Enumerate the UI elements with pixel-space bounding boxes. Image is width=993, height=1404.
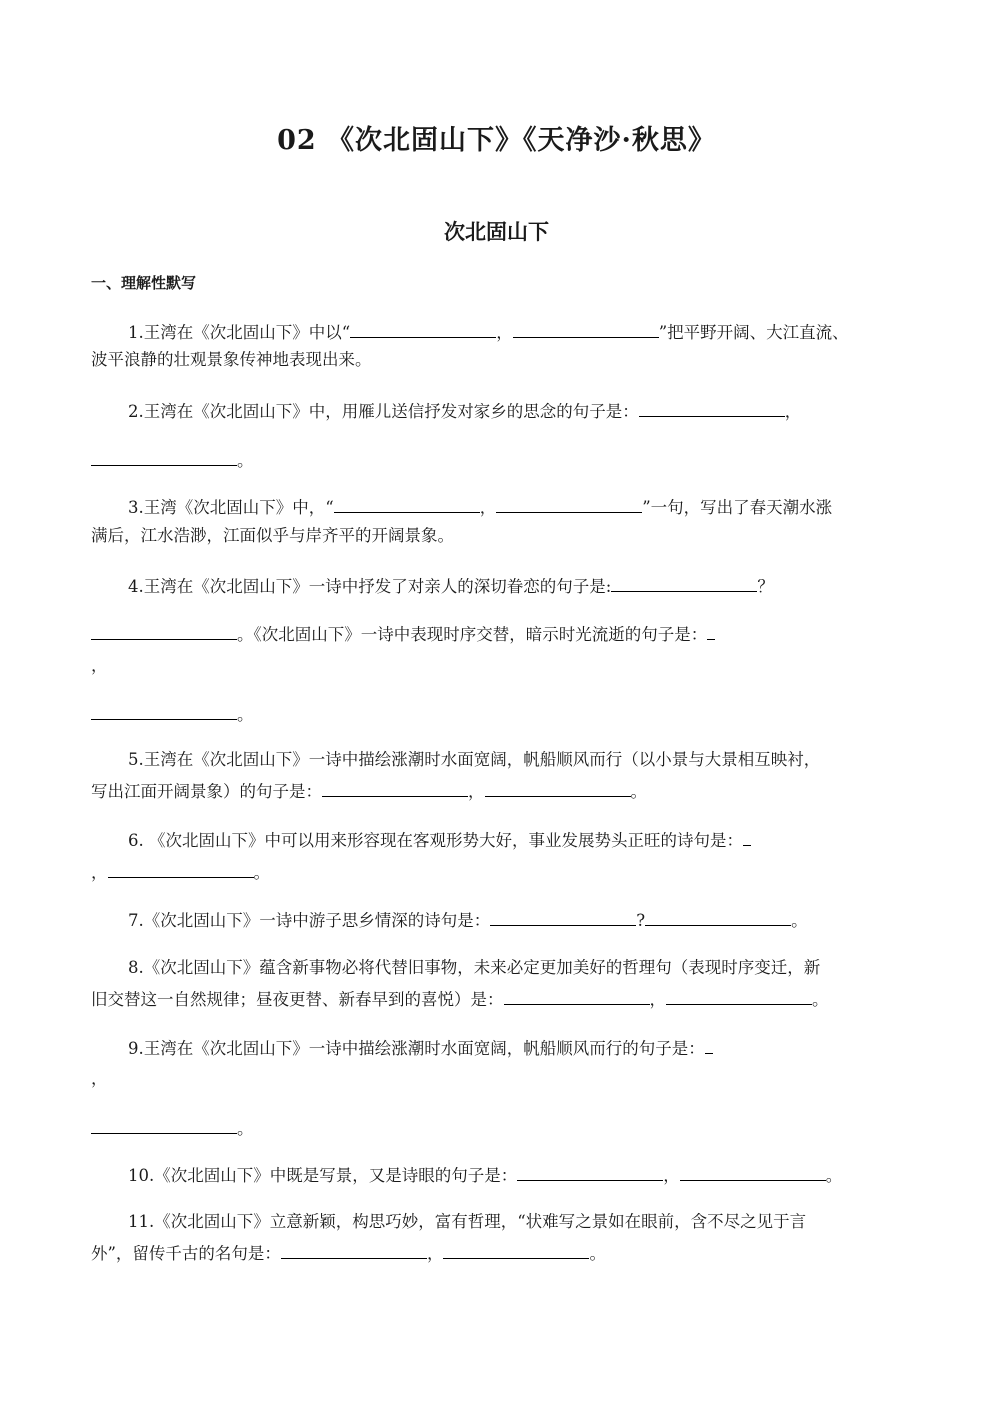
answer-blank[interactable] xyxy=(496,496,642,513)
answer-blank[interactable] xyxy=(334,496,480,513)
question-6-line-1: 6. 《次北固山下》中可以用来形容现在客观形势大好，事业发展势头正旺的诗句是： xyxy=(91,829,948,851)
answer-blank[interactable] xyxy=(645,909,791,926)
question-4-line-4: 。 xyxy=(91,703,911,725)
question-10: 10.《次北固山下》中既是写景，又是诗眼的句子是： ， 。 xyxy=(128,1166,843,1185)
question-11-line-1: 11.《次北固山下》立意新颖，构思巧妙，富有哲理，“状难写之景如在眼前，含不尽之见于言 xyxy=(128,1212,807,1231)
question-1-line-1: 1.王湾在《次北固山下》中以“ ， ”把平野开阔、大江直流、 xyxy=(128,323,849,342)
question-6-line-2: ， 。 xyxy=(91,863,270,882)
answer-blank[interactable] xyxy=(490,909,636,926)
answer-blank[interactable] xyxy=(611,575,757,592)
answer-blank[interactable] xyxy=(91,1117,237,1134)
answer-blank[interactable] xyxy=(443,1242,589,1259)
answer-blank[interactable] xyxy=(639,400,785,417)
answer-blank[interactable] xyxy=(91,449,237,466)
page-title: 02 《次北固山下》《天净沙·秋思》 xyxy=(277,125,716,156)
question-11-line-2: 外”，留传千古的名句是： ， 。 xyxy=(91,1244,606,1263)
question-5-line-1: 5.王湾在《次北固山下》一诗中描绘涨潮时水面宽阔，帆船顺风而行（以小景与大景相互映衬， xyxy=(128,750,821,769)
question-9-line-1: 9.王湾在《次北固山下》一诗中描绘涨潮时水面宽阔，帆船顺风而行的句子是： xyxy=(91,1037,948,1059)
question-9-line-3: 。 xyxy=(91,1117,911,1139)
answer-blank[interactable] xyxy=(91,703,237,720)
question-3-line-2: 满后，江水浩渺，江面似乎与岸齐平的开阔景象。 xyxy=(91,526,454,545)
answer-blank[interactable] xyxy=(513,321,659,338)
section-heading: 一、理解性默写 xyxy=(91,274,197,292)
answer-blank[interactable] xyxy=(281,1242,427,1259)
question-2-line-2: 。 xyxy=(91,449,911,471)
answer-blank[interactable] xyxy=(108,861,254,878)
question-1-line-2: 波平浪静的壮观景象传神地表现出来。 xyxy=(91,350,372,369)
answer-blank[interactable] xyxy=(485,780,631,797)
question-5-line-2: 写出江面开阔景象）的句子是： ， 。 xyxy=(91,782,647,801)
question-9-line-2: ， xyxy=(91,1069,108,1088)
question-3-line-1: 3.王湾《次北固山下》中，“ ， ”一句，写出了春天潮水涨 xyxy=(128,498,833,517)
question-4-line-2: 。《次北固山下》一诗中表现时序交替，暗示时光流逝的句子是： xyxy=(91,623,911,645)
question-4-line-1: 4.王湾在《次北固山下》一诗中抒发了对亲人的深切眷恋的句子是: ？ xyxy=(128,577,774,596)
answer-blank[interactable] xyxy=(517,1164,663,1181)
poem-title: 次北固山下 xyxy=(444,219,549,244)
question-8-line-2: 旧交替这一自然规律；昼夜更替、新春早到的喜悦）是： ， 。 xyxy=(91,990,829,1009)
answer-blank[interactable] xyxy=(504,988,650,1005)
question-2-line-1: 2.王湾在《次北固山下》中，用雁儿送信抒发对家乡的思念的句子是： ， xyxy=(128,402,802,421)
answer-blank[interactable] xyxy=(680,1164,826,1181)
answer-blank[interactable] xyxy=(707,623,715,640)
answer-blank[interactable] xyxy=(666,988,812,1005)
answer-blank[interactable] xyxy=(322,780,468,797)
answer-blank[interactable] xyxy=(743,829,751,846)
question-7: 7.《次北固山下》一诗中游子思乡情深的诗句是： ? 。 xyxy=(128,911,808,930)
answer-blank[interactable] xyxy=(705,1037,713,1054)
question-8-line-1: 8.《次北固山下》蕴含新事物必将代替旧事物，未来必定更加美好的哲理句（表现时序变迁，新 xyxy=(128,958,821,977)
answer-blank[interactable] xyxy=(91,623,237,640)
question-4-line-3: ， xyxy=(91,656,108,675)
answer-blank[interactable] xyxy=(350,321,496,338)
